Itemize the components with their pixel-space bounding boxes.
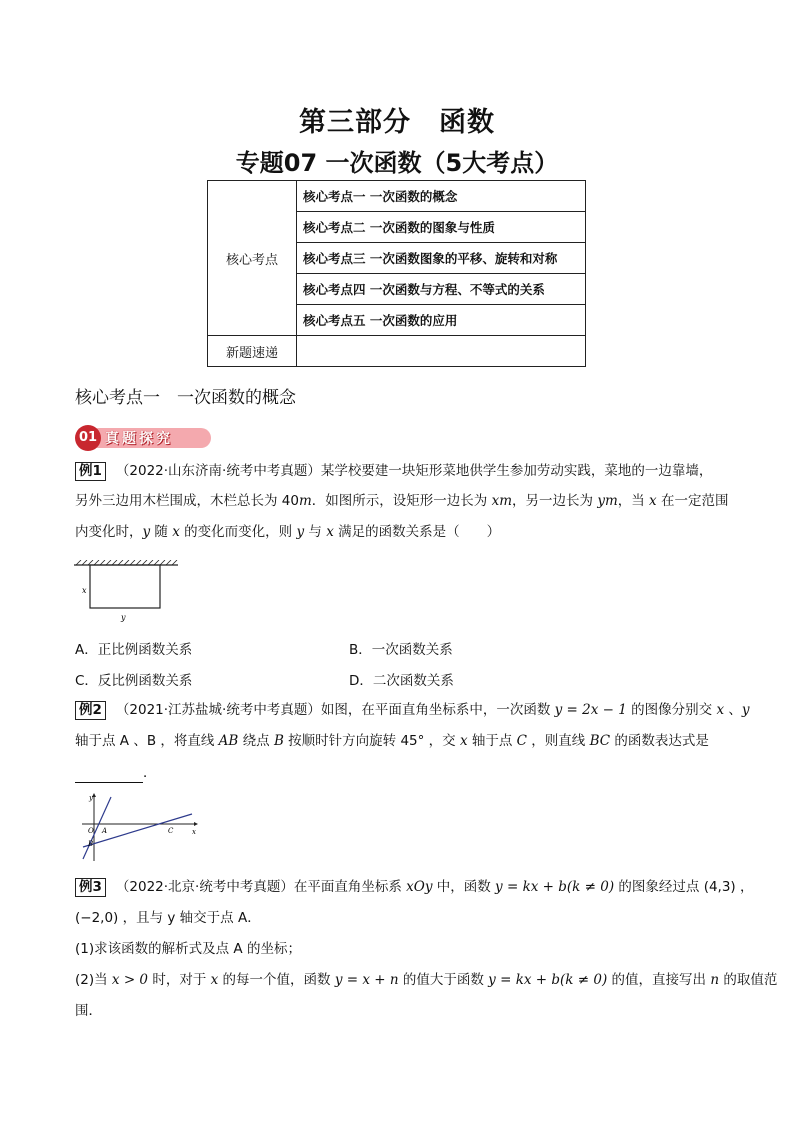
example-3-question-1: (1)求该函数的解析式及点 A 的坐标； — [75, 941, 301, 957]
fig-label-y: y — [89, 794, 93, 802]
core-point-3: 核心考点三 一次函数图象的平移、旋转和对称 — [297, 243, 586, 274]
banner-number: 01 — [75, 425, 101, 451]
section-banner — [75, 425, 211, 451]
fig-label-x: x — [192, 828, 196, 836]
core-point-5: 核心考点五 一次函数的应用 — [297, 305, 586, 336]
option-c: C．反比例函数关系 — [75, 673, 193, 689]
option-d: D．二次函数关系 — [349, 673, 454, 689]
figure-label-x: x — [82, 586, 87, 595]
example-2-line-1: 例2 （2021·江苏盐城·统考中考真题）如图，在平面直角坐标系中，一次函数 y = 2x − 1 的图像分别交 x 、y — [75, 700, 735, 720]
core-points-table — [207, 180, 586, 367]
example-1-tag: 例1 — [75, 462, 106, 481]
new-questions-value — [297, 336, 586, 367]
example-1-line-1: 例1 （2022·山东济南·统考中考真题）某学校要建一块矩形菜地供学生参加劳动实践，菜地的一边靠墙， — [75, 461, 735, 481]
example-2-line-2: 轴于点 A 、B ，将直线 AB 绕点 B 按顺时针方向旋转 45° ，交 x 轴于点 C ，则直线 BC 的函数表达式是 — [75, 733, 709, 749]
option-b: B．一次函数关系 — [349, 642, 453, 658]
line-bc — [83, 814, 192, 847]
core-points-label: 核心考点 — [208, 181, 297, 336]
figure-label-y: y — [121, 613, 126, 622]
answer-blank — [75, 768, 143, 783]
example-1-line-2: 另外三边用木栏围成，木栏总长为 40m．如图所示，设矩形一边长为 xm，另一边长为 ym，当 x 在一定范围 — [75, 493, 729, 509]
example-3-question-2-end: 围． — [75, 1003, 102, 1019]
fig-label-a: A — [102, 827, 108, 835]
section-heading: 核心考点一 一次函数的概念 — [75, 388, 296, 408]
fig-label-c: C — [168, 827, 174, 835]
example-3-question-2: (2)当 x > 0 时，对于 x 的每一个值，函数 y = x + n 的值大于函数 y = kx + b(k ≠ 0) 的值，直接写出 n 的取值范 — [75, 972, 778, 988]
example-1-figure — [72, 560, 182, 624]
example-3-tag: 例3 — [75, 878, 106, 897]
example-2-tag: 例2 — [75, 701, 106, 720]
option-a: A．正比例函数关系 — [75, 642, 193, 658]
example-3-line-2: (−2,0) ，且与 y 轴交于点 A． — [75, 910, 261, 926]
example-2-line-3: ． — [75, 763, 735, 783]
core-point-2: 核心考点二 一次函数的图象与性质 — [297, 212, 586, 243]
core-point-1: 核心考点一 一次函数的概念 — [297, 181, 586, 212]
new-questions-label: 新题速递 — [208, 336, 297, 367]
fig-label-b: B — [88, 840, 94, 848]
example-1-line-3: 内变化时，y 随 x 的变化而变化，则 y 与 x 满足的函数关系是（ ） — [75, 524, 501, 540]
example-3-line-1: 例3 （2022·北京·统考中考真题）在平面直角坐标系 xOy 中，函数 y = kx + b(k ≠ 0) 的图象经过点 (4,3) ， — [75, 877, 735, 897]
part-title: 第三部分 函数 — [299, 107, 495, 138]
garden-rectangle — [90, 565, 160, 608]
fig-label-o: O — [88, 827, 94, 835]
topic-title: 专题07 一次函数（5大考点） — [235, 149, 559, 177]
banner-text: 真题探究 — [105, 431, 173, 447]
core-point-4: 核心考点四 一次函数与方程、不等式的关系 — [297, 274, 586, 305]
example-2-figure — [80, 793, 200, 863]
